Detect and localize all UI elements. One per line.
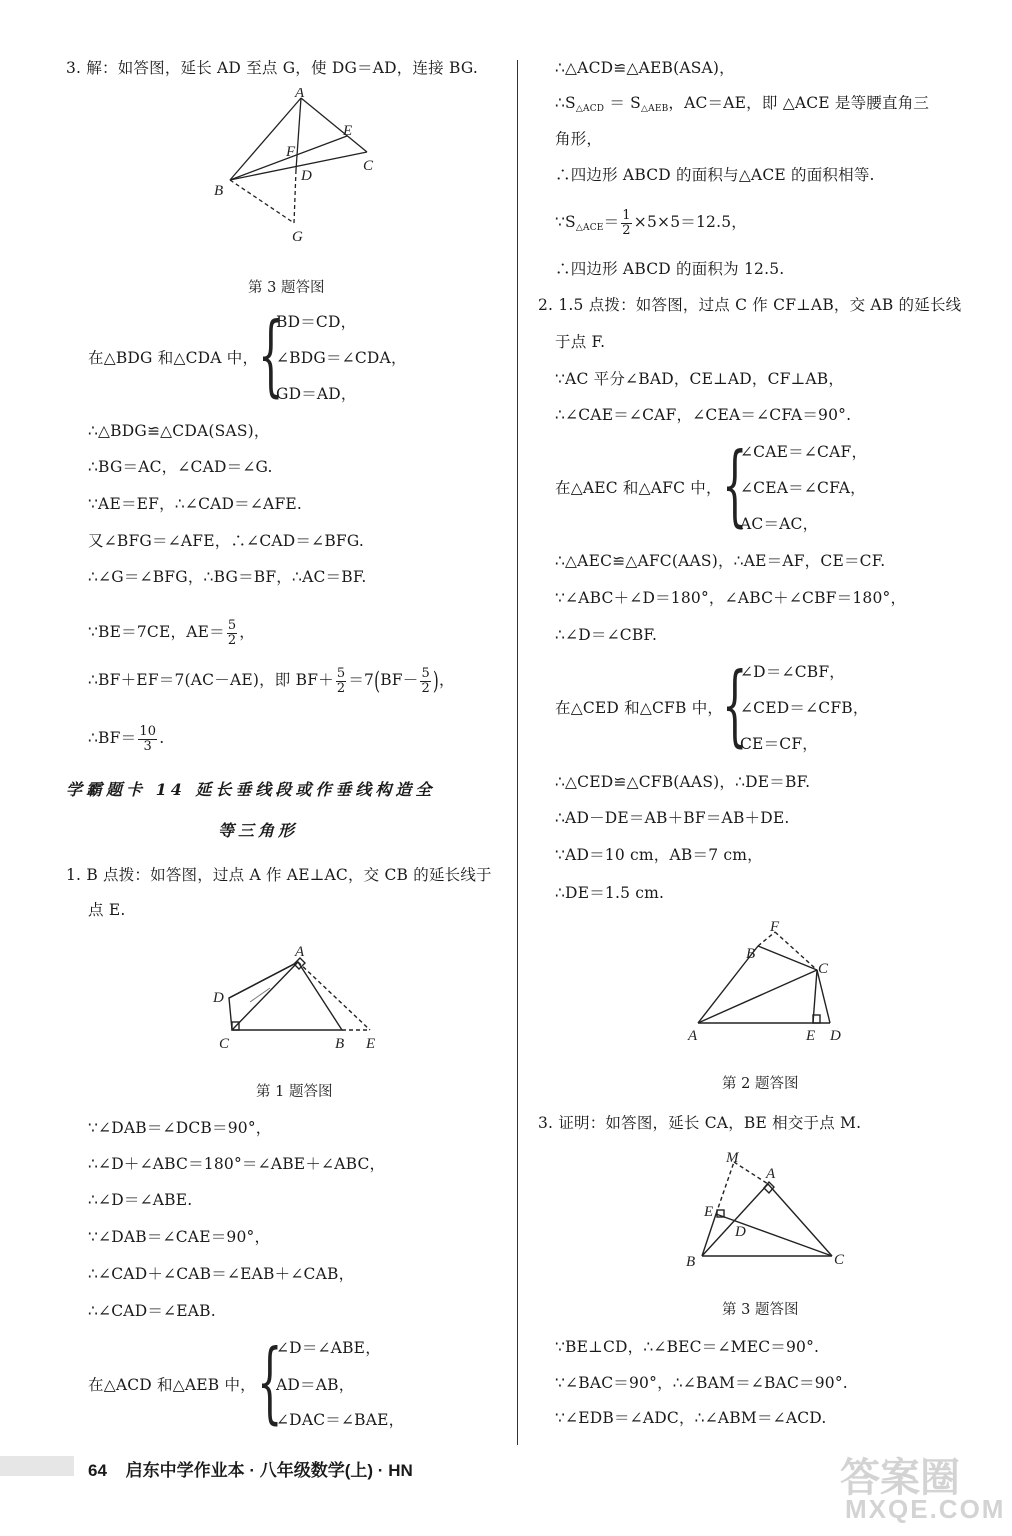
system-1-line-3: GD＝AD， xyxy=(276,385,357,403)
text-segment: . xyxy=(159,729,165,747)
question-3-intro: 3. 证明：如答图，延长 CA，BE 相交于点 M. xyxy=(538,1114,862,1132)
step-line: ∴△ACD≌△AEB(ASA)， xyxy=(555,59,735,77)
step-line: ∵∠DAB＝∠DCB＝90°， xyxy=(88,1119,272,1137)
subscript: △ACE xyxy=(575,223,604,233)
step-line: ∵∠ABC＋∠D＝180°，∠ABC＋∠CBF＝180°， xyxy=(555,589,907,607)
step-line: ∴BG＝AC，∠CAD＝∠G. xyxy=(88,458,273,476)
numerator: 5 xyxy=(421,665,430,681)
fig3b-label-a: A xyxy=(766,1166,776,1182)
step-line: ∴∠D＝∠ABE. xyxy=(88,1191,193,1209)
figure-3b-caption: 第 3 题答图 xyxy=(722,1302,799,1318)
system-4-line-3: CE＝CF， xyxy=(740,735,818,753)
fig3b-label-c: C xyxy=(834,1252,845,1268)
problem-3-intro: 3. 解：如答图，延长 AD 至点 G，使 DG＝AD，连接 BG. xyxy=(66,59,479,77)
step-line: ∴△BDG≌△CDA(SAS)， xyxy=(88,422,270,440)
step-line: ∴∠CAD＝∠EAB. xyxy=(88,1302,216,1320)
step-line: ∴DE＝1.5 cm. xyxy=(555,884,665,902)
step-line: ∴∠CAD＋∠CAB＝∠EAB＋∠CAB， xyxy=(88,1265,355,1283)
step-line-result xyxy=(88,718,164,758)
paren-open: ( xyxy=(374,666,381,696)
step-line: ∴∠D＝∠CBF. xyxy=(555,626,658,644)
fig3-label-a: A xyxy=(295,88,305,101)
denominator: 2 xyxy=(336,680,346,696)
section-heading-line-1: 学霸题卡 14 延长垂线段或作垂线构造全 xyxy=(66,780,436,799)
text-segment: ×5×5＝12.5， xyxy=(633,213,747,231)
system-4-prefix: 在△CED 和△CFB 中， xyxy=(555,699,724,717)
figure-2-caption: 第 2 题答图 xyxy=(722,1076,799,1092)
fig2-label-e: E xyxy=(806,1028,816,1044)
section-heading-line-2: 等三角形 xyxy=(218,821,299,840)
figure-2-diagram xyxy=(680,918,860,1048)
question-2-line-2: 于点 F. xyxy=(555,333,606,351)
numerator: 1 xyxy=(622,207,631,223)
step-line: ∵∠EDB＝∠ADC，∴∠ABM＝∠ACD. xyxy=(555,1409,827,1427)
system-2-prefix: 在△ACD 和△AEB 中， xyxy=(88,1376,256,1394)
text-segment: ∴S xyxy=(555,94,576,112)
area-equality-line xyxy=(555,93,929,119)
text-segment: ∵BE＝7CE，AE＝ xyxy=(88,623,225,641)
footer xyxy=(88,1456,413,1481)
text-segment: ， xyxy=(239,623,255,641)
system-3-line-1: ∠CAE＝∠CAF， xyxy=(740,443,868,461)
fig1-label-b: B xyxy=(335,1036,345,1052)
text-segment: ＝7 xyxy=(348,671,375,689)
system-3-line-2: ∠CEA＝∠CFA， xyxy=(740,479,866,497)
fraction xyxy=(227,619,237,648)
area-calc-line xyxy=(555,204,747,240)
system-4-line-2: ∠CED＝∠CFB， xyxy=(740,699,869,717)
numerator: 5 xyxy=(336,665,346,681)
fig3b-label-m: M xyxy=(726,1150,739,1166)
fig2-label-d: D xyxy=(830,1028,841,1044)
fig2-label-b: B xyxy=(746,946,756,962)
question-2-line-1: 2. 1.5 点拨：如答图，过点 C 作 CF⊥AB，交 AB 的延长线 xyxy=(538,296,962,314)
step-line: ∵∠DAB＝∠CAE＝90°， xyxy=(88,1228,271,1246)
step-line: ∴四边形 ABCD 的面积为 12.5. xyxy=(555,260,785,278)
fraction xyxy=(420,667,430,696)
step-line: ∴AD－DE＝AB＋BF＝AB＋DE. xyxy=(555,809,790,827)
fig1-label-a: A xyxy=(295,944,305,960)
step-line: ∵BE⊥CD，∴∠BEC＝∠MEC＝90°. xyxy=(555,1338,820,1356)
subscript: △AEB xyxy=(641,104,669,114)
step-line: ∴∠D＋∠ABC＝180°＝∠ABE＋∠ABC， xyxy=(88,1155,386,1173)
denominator: 2 xyxy=(227,632,237,648)
step-line: ∴∠G＝∠BFG，∴BG＝BF，∴AC＝BF. xyxy=(88,568,367,586)
fig3-label-d: D xyxy=(301,168,312,184)
step-line: ∵AC 平分∠BAD，CE⊥AD，CF⊥AB， xyxy=(555,370,845,388)
text-segment: ∵S xyxy=(555,213,576,231)
subscript: △ACD xyxy=(575,104,605,114)
fraction xyxy=(621,209,631,238)
step-line: ∴△CED≌△CFB(AAS)，∴DE＝BF. xyxy=(555,773,811,791)
step-line: 又∠BFG＝∠AFE，∴∠CAD＝∠BFG. xyxy=(88,532,365,550)
watermark-logo: 答案圈 xyxy=(840,1456,960,1500)
system-2-line-3: ∠DAC＝∠BAE， xyxy=(276,1411,405,1429)
system-3-brace: { xyxy=(722,436,748,538)
fig3-label-e: E xyxy=(343,123,353,139)
question-1-line-2: 点 E. xyxy=(88,901,126,919)
fig1-label-d: D xyxy=(213,990,224,1006)
system-3-line-3: AC＝AC， xyxy=(740,515,819,533)
fig2-label-c: C xyxy=(818,961,829,977)
system-1-prefix: 在△BDG 和△CDA 中， xyxy=(88,349,259,367)
text-segment: ，AC＝AE，即 △ACE 是等腰直角三 xyxy=(668,94,930,112)
text-segment: ∴BF＝ xyxy=(88,729,137,747)
text-segment: ， xyxy=(438,671,455,689)
figure-1-caption: 第 1 题答图 xyxy=(256,1084,333,1100)
step-line: ∴∠CAE＝∠CAF，∠CEA＝∠CFA＝90°. xyxy=(555,406,852,424)
text-segment: ∴BF＋EF＝7(AC－AE)，即 BF＋ xyxy=(88,671,334,689)
step-line: ∴△AEC≌△AFC(AAS)，∴AE＝AF，CE＝CF. xyxy=(555,552,886,570)
step-line: ∵AE＝EF，∴∠CAD＝∠AFE. xyxy=(88,495,303,513)
step-line: ∵AD＝10 cm，AB＝7 cm， xyxy=(555,846,763,864)
page-number: 64 xyxy=(88,1461,107,1480)
text-segment: BF－ xyxy=(380,671,419,689)
text-segment: ＝ S xyxy=(604,94,641,112)
step-line: 角形， xyxy=(555,130,603,148)
system-4-line-1: ∠D＝∠CBF， xyxy=(740,663,846,681)
denominator: 2 xyxy=(622,222,631,238)
denominator: 2 xyxy=(421,680,430,696)
fig3-label-b: B xyxy=(214,183,224,199)
system-3-prefix: 在△AEC 和△AFC 中， xyxy=(555,479,722,497)
footer-bar xyxy=(0,1456,74,1476)
step-line-equation xyxy=(88,662,455,698)
fig3b-label-d: D xyxy=(735,1224,746,1240)
fig3-label-g: G xyxy=(292,229,303,245)
system-2-brace: { xyxy=(257,1333,283,1435)
figure-3-caption: 第 3 题答图 xyxy=(248,280,325,296)
question-1-line-1: 1. B 点拨：如答图，过点 A 作 AE⊥AC，交 CB 的延长线于 xyxy=(66,866,492,884)
fig3-label-f: F xyxy=(286,144,296,160)
fraction xyxy=(138,725,157,754)
system-4-brace: { xyxy=(722,656,748,758)
step-line: ∴四边形 ABCD 的面积与△ACE 的面积相等. xyxy=(555,166,875,184)
fig2-label-f: F xyxy=(770,919,780,935)
book-title: 启东中学作业本 · 八年级数学(上) · HN xyxy=(125,1461,413,1480)
numerator: 5 xyxy=(227,617,237,633)
denominator: 3 xyxy=(143,738,153,754)
fig1-label-e: E xyxy=(366,1036,376,1052)
fig1-label-c: C xyxy=(219,1036,230,1052)
fig2-label-a: A xyxy=(688,1028,698,1044)
figure-3b-diagram xyxy=(680,1148,860,1272)
column-divider xyxy=(517,60,518,1445)
figure-1-diagram xyxy=(205,938,385,1058)
system-2-line-1: ∠D＝∠ABE， xyxy=(276,1339,381,1357)
system-1-line-1: BD＝CD， xyxy=(276,313,357,331)
paren-close: ) xyxy=(432,666,439,696)
step-line: ∵∠BAC＝90°，∴∠BAM＝∠BAC＝90°. xyxy=(555,1374,848,1392)
fig3b-label-e: E xyxy=(704,1204,714,1220)
figure-3-diagram xyxy=(200,88,400,248)
numerator: 10 xyxy=(139,723,157,739)
text-segment: ＝ xyxy=(603,213,620,231)
step-line-fraction xyxy=(88,614,255,650)
system-2-line-2: AD＝AB， xyxy=(276,1376,355,1394)
system-1-brace: { xyxy=(258,306,284,408)
fig3b-label-b: B xyxy=(686,1254,696,1270)
fig3-label-c: C xyxy=(363,158,374,174)
watermark-url: MXQE.COM xyxy=(845,1494,1006,1524)
fraction xyxy=(336,667,346,696)
system-1-line-2: ∠BDG＝∠CDA， xyxy=(276,349,407,367)
